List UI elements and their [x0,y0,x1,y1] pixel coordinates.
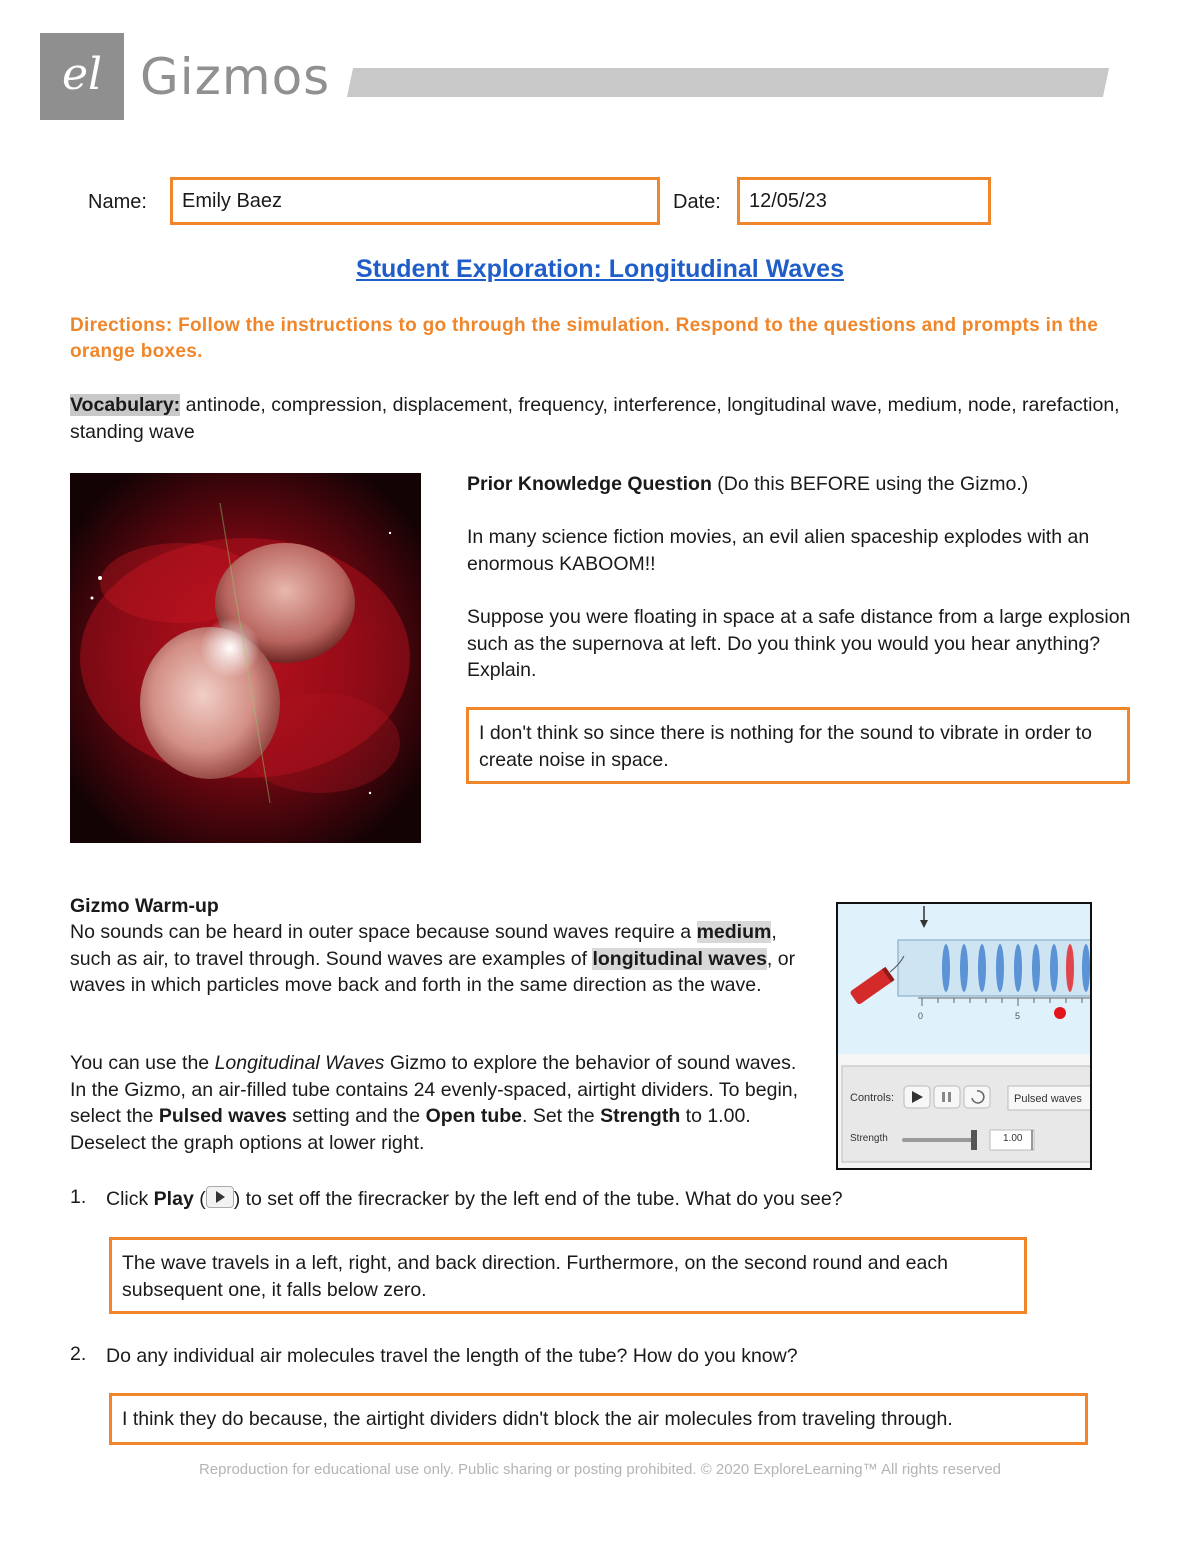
strength-label: Strength [850,1133,888,1144]
question-2-text: Do any individual air molecules travel the length of the tube? How do you know? [106,1345,798,1367]
pause-button-icon [934,1086,960,1108]
question-2-number: 2. [70,1343,87,1365]
warmup-p1-text-a: No sounds can be heard in outer space because sound waves require a [70,921,697,943]
warmup-p2-text-i: to 1.00. Deselect the graph options at lower right. [70,1105,751,1154]
page-title[interactable]: Student Exploration: Longitudinal Waves [356,255,844,283]
warmup-p1-text-e: , or waves in which particles move back and forth in the same direction as the wave. [70,947,796,996]
term-pulsed-waves: Pulsed waves [158,1105,287,1127]
question-2-answer-box[interactable]: I think they do because, the airtight dividers didn't block the air molecules from traveling through. [109,1393,1088,1445]
prior-knowledge-heading-line [467,471,1132,498]
controls-label: Controls: [850,1092,895,1104]
term-longitudinal-waves: longitudinal waves [592,947,767,970]
prior-knowledge-para-2: Suppose you were floating in space at a safe distance from a large explosion such as the supernova at left. Do you think you would you hear anything? Explain. [467,606,1131,681]
term-medium: medium [696,921,772,943]
marker-dot-icon [1054,1007,1066,1019]
prior-knowledge-para-1: In many science fiction movies, an evil alien spaceship explodes with an enormous KABOOM!! [467,526,1090,575]
mode-select: Pulsed waves [1014,1093,1082,1105]
question-1-number: 1. [70,1186,87,1208]
name-field[interactable]: Emily Baez [170,177,660,225]
name-label: Name: [88,191,147,213]
question-1-text-a: Click [106,1188,154,1210]
prior-knowledge-heading: Prior Knowledge Question [467,473,712,495]
header-bar [347,68,1109,97]
warmup-para-2 [70,1050,810,1156]
question-1-play-term: Play [153,1188,194,1210]
question-1-text [106,1186,1006,1213]
warmup-heading: Gizmo Warm-up [70,895,219,917]
tick-label-5: 5 [1015,1011,1021,1021]
gizmo-screenshot [836,902,1092,1170]
strength-value: 1.00 [1003,1133,1023,1144]
date-field[interactable]: 12/05/23 [737,177,991,225]
question-1-text-d: ) to set off the firecracker by the left end of the tube. What do you see? [233,1188,843,1210]
vocabulary-label: Vocabulary: [70,394,181,416]
term-open-tube: Open tube [425,1105,522,1127]
term-strength: Strength [600,1105,681,1127]
directions: Directions: Follow the instructions to go through the simulation. Respond to the questions and prompts in the orange boxes. [70,315,1099,362]
warmup-p2-text-c: Gizmo to explore the behavior of sound waves. In the Gizmo, an air-filled tube contains 24 evenly-spaced, airtight dividers. To begin, select the [70,1052,799,1127]
warmup-p2-text-g: . Set the [522,1105,601,1127]
warmup-para-1 [70,919,805,999]
prior-knowledge-note: (Do this BEFORE using the Gizmo.) [711,473,1029,495]
warmup-p2-text-e: setting and the [286,1105,426,1127]
gizmo-name: Longitudinal Waves [214,1052,385,1074]
brand-wordmark: Gizmos [140,48,331,106]
footer-copyright: Reproduction for educational use only. Public sharing or posting prohibited. © 2020 ExploreLearning™ All rights reserved [198,1461,1002,1478]
question-1-answer-box[interactable]: The wave travels in a left, right, and back direction. Furthermore, on the second round and each subsequent one, it falls below zero. [109,1237,1027,1314]
vocabulary [70,392,1130,445]
explorelearning-logo-icon: el [61,49,103,100]
prior-knowledge-answer-box[interactable]: I don't think so since there is nothing for the sound to vibrate in order to create noise in space. [466,707,1130,784]
question-1-text-c: ( [193,1188,206,1210]
warmup-p2-text-a: You can use the [70,1052,215,1074]
strength-slider-handle [971,1130,977,1150]
play-icon [206,1186,234,1208]
tick-label-0: 0 [918,1011,924,1021]
date-label: Date: [673,191,721,213]
reset-button-icon [964,1086,990,1108]
tube-dividers [942,944,1090,992]
vocabulary-text: antinode, compression, displacement, frequency, interference, longitudinal wave, medium, node, rarefaction, standing wave [70,394,1120,443]
warmup-p1-text-c: , such as air, to travel through. Sound waves are examples of [70,921,777,970]
supernova-image [70,473,421,843]
